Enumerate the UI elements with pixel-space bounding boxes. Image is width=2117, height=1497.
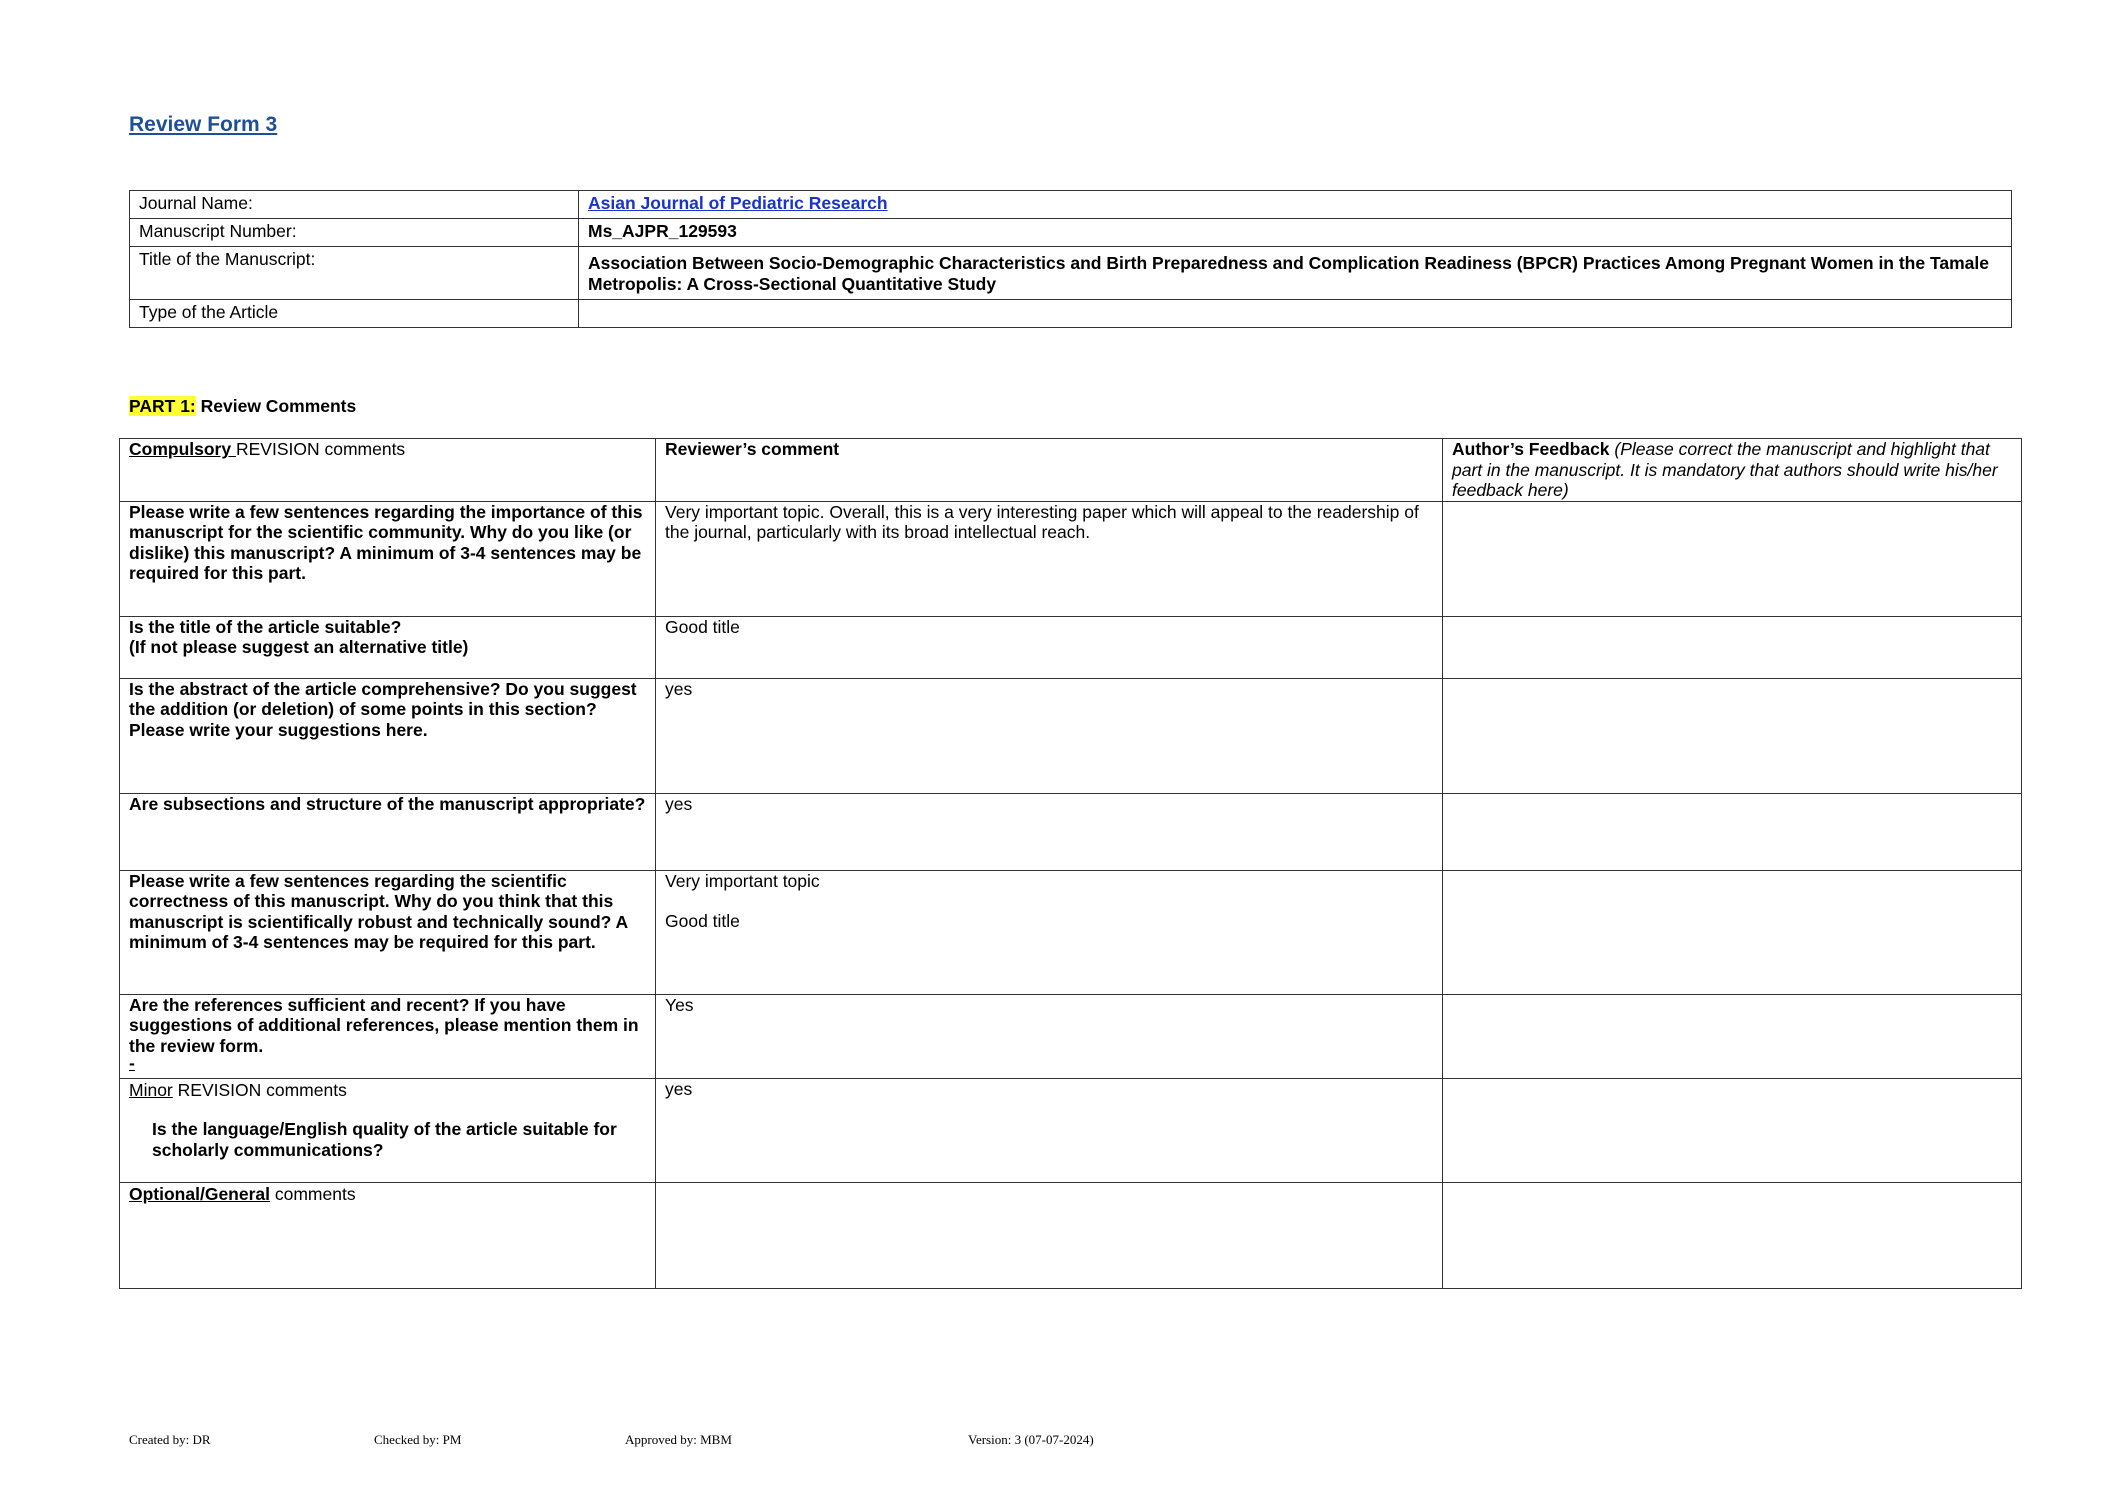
question-title-line1: Is the title of the article suitable?	[129, 616, 402, 637]
comment-structure[interactable]: yes	[656, 793, 1443, 870]
comment-correctness-line1: Very important topic	[665, 870, 820, 891]
question-abstract: Is the abstract of the article comprehensive? Do you suggest the addition (or deletion) of some points in this section? Please write your suggestions here.	[120, 678, 656, 793]
comment-optional[interactable]	[656, 1182, 1443, 1288]
manuscript-title-value: Association Between Socio-Demographic Characteristics and Birth Preparedness and Complication Readiness (BPCR) Practices Among Pregnant Women in the Tamale Metropolis: A Cross-Sectional Quantitative Study	[579, 247, 2012, 300]
footer-approved-by: Approved by: MBM	[625, 1432, 732, 1447]
manuscript-info-table	[129, 190, 2012, 328]
table-row	[120, 994, 2022, 1078]
feedback-structure[interactable]	[1443, 793, 2022, 870]
comment-correctness-line2: Good title	[665, 911, 740, 931]
journal-label: Journal Name:	[130, 191, 579, 219]
minor-revision-row	[120, 1078, 2022, 1182]
question-importance: Please write a few sentences regarding the importance of this manuscript for the scientific community. Why do you like (or dislike) this manuscript? A minimum of 3-4 sentences may be required for this part.	[120, 501, 656, 616]
form-title: Review Form 3	[129, 113, 278, 136]
table-row	[120, 870, 2022, 994]
header-author-feedback-strong: Author’s Feedback	[1452, 439, 1610, 459]
manuscript-number-value: Ms_AJPR_129593	[579, 219, 2012, 247]
optional-label-rest: comments	[270, 1183, 356, 1204]
minor-label-under: Minor	[129, 1079, 173, 1100]
review-comments-table	[119, 438, 2022, 1289]
feedback-abstract[interactable]	[1443, 678, 2022, 793]
article-type-value	[579, 300, 2012, 328]
minor-revision-label	[129, 1080, 646, 1101]
table-row	[120, 793, 2022, 870]
footer-created-by: Created by: DR	[129, 1432, 211, 1447]
question-title-line2: (If not please suggest an alternative title)	[129, 637, 469, 657]
question-references	[120, 994, 656, 1078]
question-references-mark: -	[129, 1053, 135, 1073]
journal-link[interactable]: Asian Journal of Pediatric Research	[588, 193, 888, 213]
manuscript-title-row	[130, 247, 2012, 300]
table-row	[120, 616, 2022, 678]
review-header-row	[120, 439, 2022, 502]
question-title-suitable	[120, 616, 656, 678]
feedback-references[interactable]	[1443, 994, 2022, 1078]
feedback-optional[interactable]	[1443, 1182, 2022, 1288]
comment-language[interactable]: yes	[656, 1078, 1443, 1182]
feedback-language[interactable]	[1443, 1078, 2022, 1182]
optional-comments-cell	[120, 1182, 656, 1288]
footer-version: Version: 3 (07-07-2024)	[968, 1432, 1094, 1447]
table-row	[120, 501, 2022, 616]
optional-label-strong: Optional/General	[129, 1183, 270, 1204]
table-row	[120, 678, 2022, 793]
journal-row	[130, 191, 2012, 219]
question-correctness: Please write a few sentences regarding the scientific correctness of this manuscript. Why do you think that this manuscript is scientifically robust and technically sound? A minimum of 3-4 sentences may be required for this part.	[120, 870, 656, 994]
question-structure: Are subsections and structure of the manuscript appropriate?	[120, 793, 656, 870]
manuscript-number-row	[130, 219, 2012, 247]
header-compulsory-strong: Compulsory	[129, 439, 236, 459]
comment-correctness[interactable]	[656, 870, 1443, 994]
part1-label: PART 1:	[129, 396, 196, 416]
comment-abstract[interactable]: yes	[656, 678, 1443, 793]
journal-value	[579, 191, 2012, 219]
feedback-title-suitable[interactable]	[1443, 616, 2022, 678]
minor-label-rest: REVISION comments	[172, 1079, 347, 1100]
comment-references[interactable]: Yes	[656, 994, 1443, 1078]
comment-importance[interactable]: Very important topic. Overall, this is a very interesting paper which will appeal to the readership of the journal, particularly with its broad intellectual reach.	[656, 501, 1443, 616]
header-author-feedback-note: (Please correct the manuscript and highlight that part in the manuscript. It is mandatory that authors should write his/her feedback here)	[1452, 439, 1998, 500]
article-type-label: Type of the Article	[130, 300, 579, 328]
manuscript-number-label: Manuscript Number:	[130, 219, 579, 247]
part1-heading	[129, 396, 356, 417]
question-language: Is the language/English quality of the article suitable for scholarly communications?	[152, 1119, 617, 1160]
header-compulsory	[120, 439, 656, 502]
part1-title: Review Comments	[195, 396, 357, 416]
question-references-text: Are the references sufficient and recent? If you have suggestions of additional references, please mention them in the review form.	[129, 994, 639, 1056]
header-reviewer-comment: Reviewer’s comment	[656, 439, 1443, 502]
header-author-feedback	[1443, 439, 2022, 502]
minor-revision-cell	[120, 1078, 656, 1182]
manuscript-title-label: Title of the Manuscript:	[130, 247, 579, 300]
footer-checked-by: Checked by: PM	[374, 1432, 462, 1447]
feedback-importance[interactable]	[1443, 501, 2022, 616]
feedback-correctness[interactable]	[1443, 870, 2022, 994]
optional-comments-row	[120, 1182, 2022, 1288]
header-compulsory-rest: REVISION comments	[235, 439, 406, 459]
article-type-row	[130, 300, 2012, 328]
comment-title-suitable[interactable]: Good title	[656, 616, 1443, 678]
